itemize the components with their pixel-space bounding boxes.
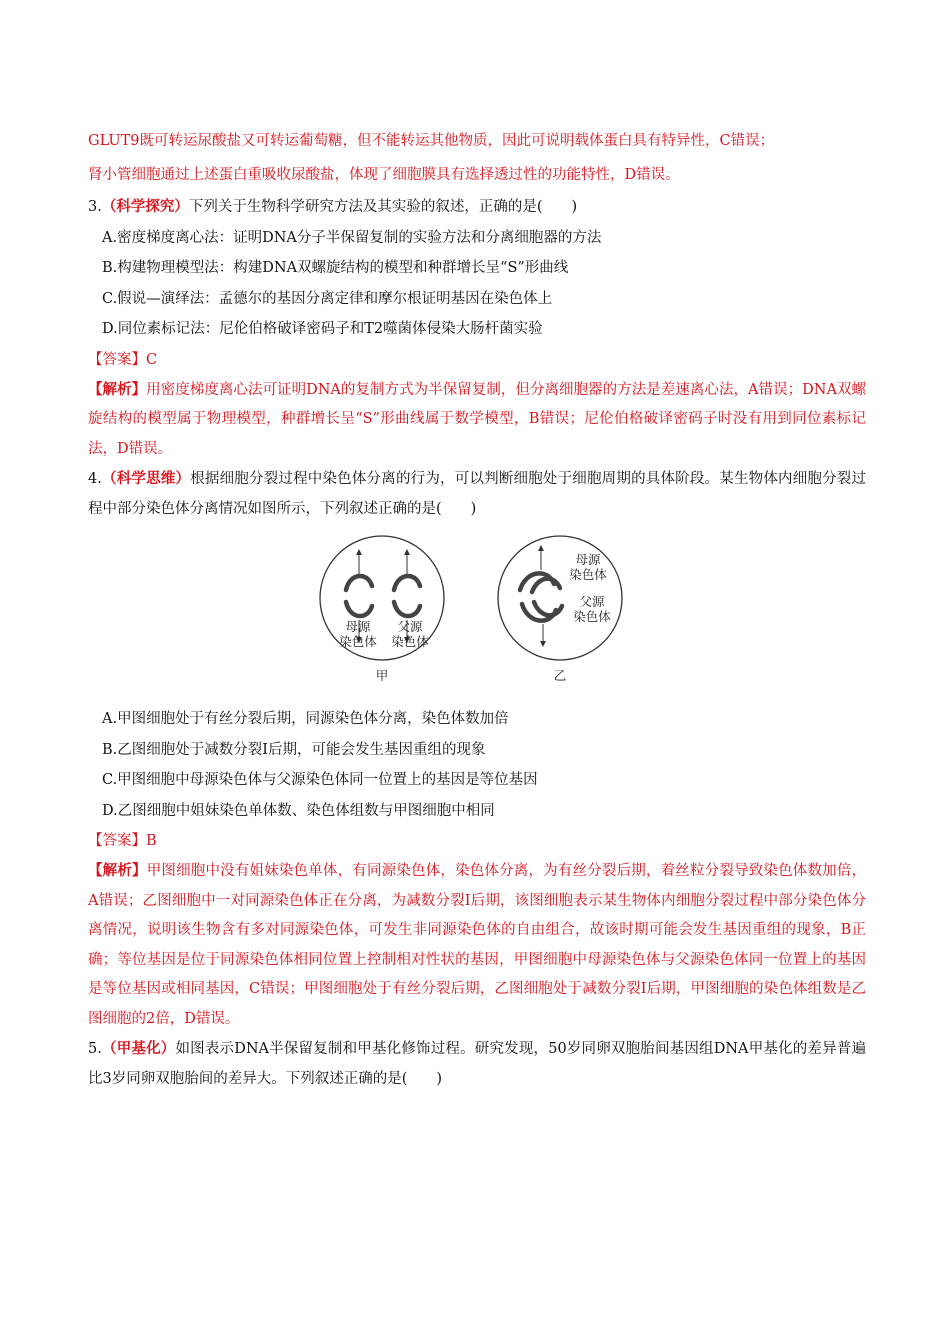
answer (88, 826, 866, 856)
analysis (88, 856, 866, 1034)
question-3 (88, 192, 866, 223)
answer-label: 【答案】 (88, 351, 146, 368)
question-tag: （科学探究） (101, 198, 189, 215)
yi-label-father-1: 父源 (579, 594, 605, 609)
option-a: A.甲图细胞处于有丝分裂后期，同源染色体分离，染色体数加倍 (102, 711, 509, 727)
option-d: D.乙图细胞中姐妹染色单体数、染色体组数与甲图细胞中相同 (102, 802, 495, 819)
cell-yi (498, 536, 622, 683)
answer-value: C (146, 351, 158, 368)
prev-analysis-line-1: GLUT9既可转运尿酸盐又可转运葡萄糖，但不能转运其他物质，因此可说明载体蛋白具有特异性，C错误； (88, 133, 775, 149)
analysis-label: 【解析】 (88, 862, 147, 879)
question-tag: （科学思维） (101, 470, 191, 487)
question-number: 3. (88, 199, 102, 215)
option-c: C.甲图细胞中母源染色体与父源染色体同一位置上的基因是等位基因 (102, 772, 538, 788)
question-stem: 下列关于生物科学研究方法及其实验的叙述，正确的是( ) (188, 199, 578, 215)
yi-label-mother-2: 染色体 (569, 567, 607, 582)
analysis-text: 甲图细胞中没有姐妹染色单体，有同源染色体，染色体分离，为有丝分裂后期，着丝粒分裂导致染色体数加倍，A错误；乙图细胞中一对同源染色体正在分离，为减数分裂Ⅰ后期，该图细胞表示某生物体内细胞分裂过程中部分染色体分离情况，说明该生物含有多对同源染色体，可发生非同源染色体的自由组合，故该时期可能会发生基因重组的现象，B正确；等位基因是位于同源染色体相同位置上控制相对性状的基因，甲图细胞中母源染色体与父源染色体同一位置上的基因是等位基因或相同基因，C错误；甲图细胞处于有丝分裂后期，乙图细胞处于减数分裂Ⅰ后期，甲图细胞的染色体组数是乙图细胞的2倍，D错误。 (88, 863, 866, 1027)
caption-yi: 乙 (553, 668, 567, 683)
yi-label-mother-1: 母源 (575, 552, 601, 567)
question-stem: 根据细胞分裂过程中染色体分离的行为，可以判断细胞处于细胞周期的具体阶段。某生物体内细胞分裂过程中部分染色体分离情况如图所示，下列叙述正确的是( ) (88, 471, 867, 517)
caption-jia: 甲 (375, 668, 389, 683)
answer-value: B (146, 833, 157, 849)
answer (88, 345, 866, 375)
jia-label-mother-1: 母源 (345, 619, 371, 634)
question-stem: 如图表示DNA半保留复制和甲基化修饰过程。研究发现，50岁同卵双胞胎间基因组DNA甲基化的差异普遍比3岁同卵双胞胎间的差异大。下列叙述正确的是( ) (88, 1041, 866, 1087)
analysis (88, 375, 866, 465)
option-a: A.密度梯度离心法：证明DNA分子半保留复制的实验方法和分离细胞器的方法 (102, 229, 602, 246)
yi-label-father-2: 染色体 (573, 609, 611, 624)
question-number: 4. (88, 471, 102, 487)
analysis-label: 【解析】 (88, 380, 147, 398)
question-number: 5. (88, 1041, 102, 1057)
chromosome-diagram (88, 530, 866, 700)
question-4 (88, 464, 866, 524)
jia-label-mother-2: 染色体 (339, 634, 377, 649)
option-d: D.同位素标记法：尼伦伯格破译密码子和T2噬菌体侵染大肠杆菌实验 (102, 321, 543, 337)
question-tag: （甲基化） (101, 1040, 176, 1057)
cell-jia (320, 536, 444, 683)
option-b: B.乙图细胞处于减数分裂Ⅰ后期，可能会发生基因重组的现象 (102, 741, 486, 758)
prev-analysis-line-2: 肾小管细胞通过上述蛋白重吸收尿酸盐，体现了细胞膜具有选择透过性的功能特性，D错误。 (88, 167, 680, 183)
jia-label-father-2: 染色体 (391, 634, 429, 649)
jia-label-father-1: 父源 (397, 619, 423, 634)
document-page (88, 126, 866, 1094)
answer-label: 【答案】 (88, 833, 146, 849)
analysis-text: 用密度梯度离心法可证明DNA的复制方式为半保留复制，但分离细胞器的方法是差速离心法，A错误；DNA双螺旋结构的模型属于物理模型，种群增长呈“S”形曲线属于数学模型，B错误；尼伦伯格破译密码子时没有用到同位素标记法，D错误。 (88, 381, 867, 457)
question-5 (88, 1034, 866, 1094)
option-c: C.假说—演绎法：孟德尔的基因分离定律和摩尔根证明基因在染色体上 (102, 290, 553, 307)
chromosome-figure (88, 530, 866, 700)
option-b: B.构建物理模型法：构建DNA双螺旋结构的模型和种群增长呈“S”形曲线 (102, 260, 569, 276)
